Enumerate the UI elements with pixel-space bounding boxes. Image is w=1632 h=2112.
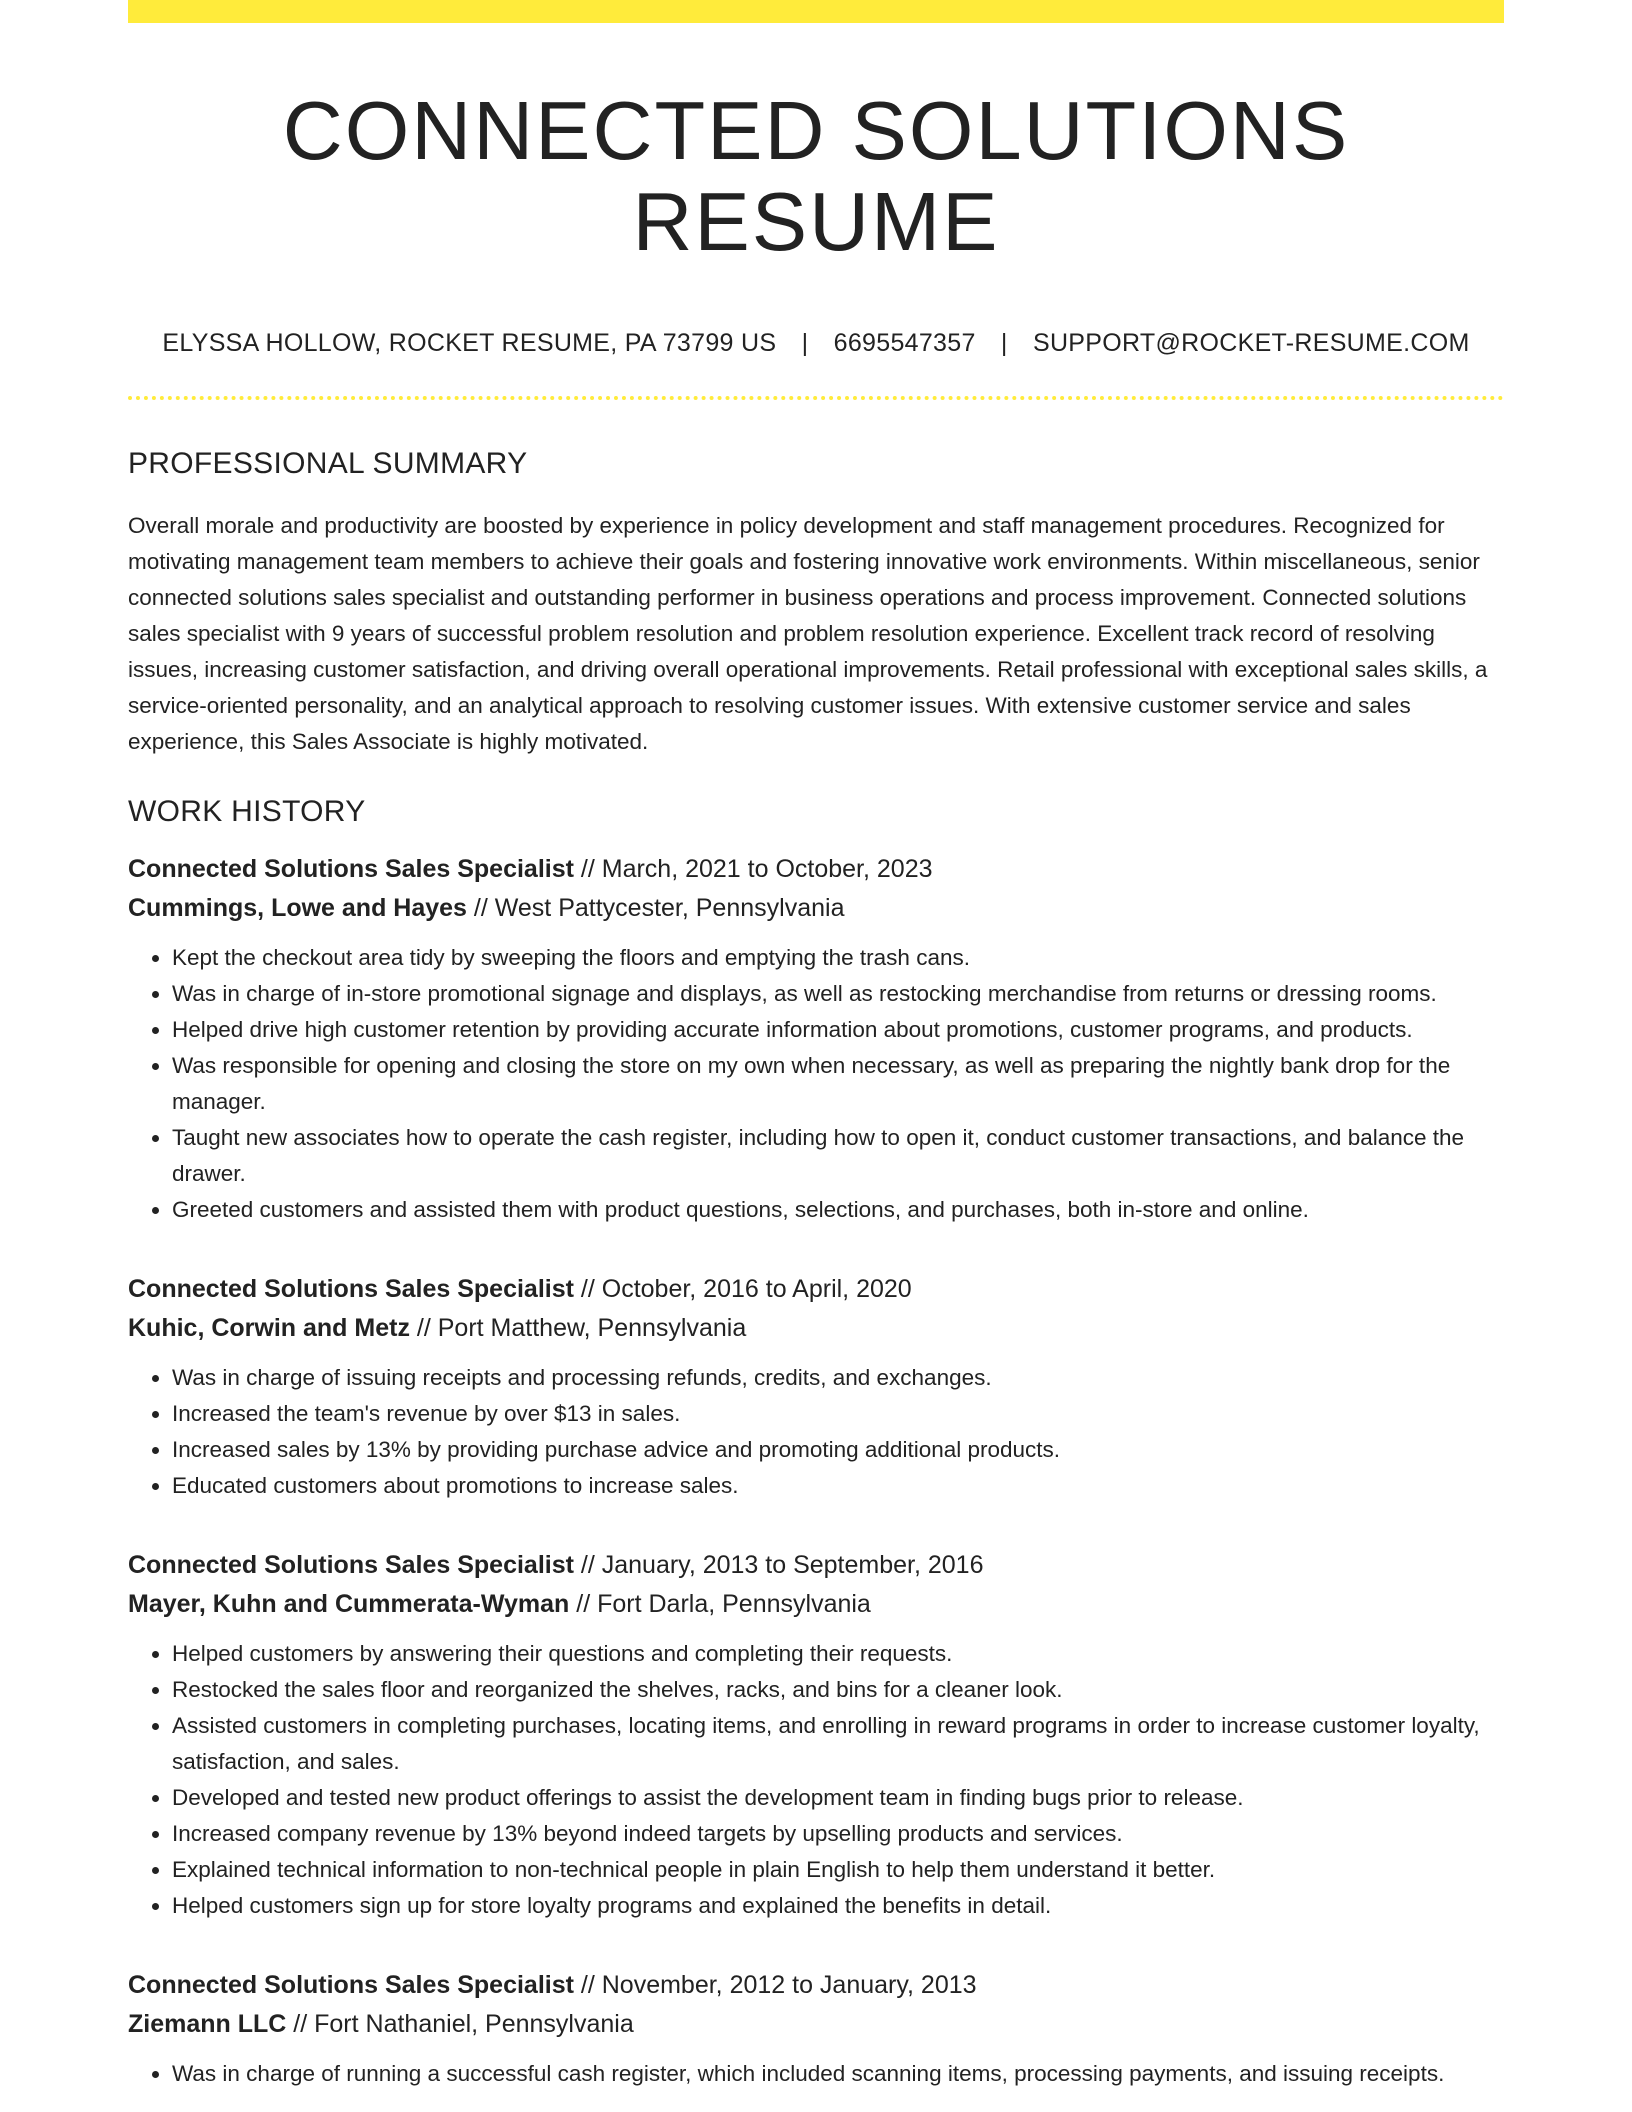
- job-location: // West Pattycester, Pennsylvania: [473, 893, 845, 922]
- contact-phone: 6695547357: [833, 328, 976, 357]
- job-bullet: • Increased the team's revenue by over $13 in sales.: [172, 1396, 1504, 1432]
- job-title-line: [128, 1966, 1504, 2005]
- job-dates: // November, 2012 to January, 2013: [580, 1970, 977, 1999]
- job-location: // Fort Darla, Pennsylvania: [576, 1589, 871, 1618]
- contact-line: [128, 328, 1504, 358]
- job-bullet: • Was in charge of running a successful cash register, which included scanning items, processing payments, and issuing receipts.: [172, 2056, 1504, 2092]
- job-dates: // March, 2021 to October, 2023: [580, 854, 933, 883]
- job-bullets: [128, 940, 1504, 1228]
- job-bullet: • Increased sales by 13% by providing purchase advice and promoting additional products.: [172, 1432, 1504, 1468]
- job-title-line: [128, 1546, 1504, 1585]
- contact-separator: |: [801, 328, 809, 357]
- job-bullet: • Assisted customers in completing purchases, locating items, and enrolling in reward programs in order to increase customer loyalty, satisfaction, and sales.: [172, 1708, 1504, 1780]
- job-bullet: • Educated customers about promotions to increase sales.: [172, 1468, 1504, 1504]
- job-company-line: [128, 1585, 1504, 1624]
- job-location: // Port Matthew, Pennsylvania: [416, 1313, 747, 1342]
- contact-email: SUPPORT@ROCKET-RESUME.COM: [1032, 328, 1470, 357]
- job-bullet: • Kept the checkout area tidy by sweeping the floors and emptying the trash cans.: [172, 940, 1504, 976]
- job-entry: [128, 1270, 1504, 1504]
- job-bullet: • Was in charge of in-store promotional signage and displays, as well as restocking merchandise from returns or dressing rooms.: [172, 976, 1504, 1012]
- job-entry: [128, 1966, 1504, 2092]
- job-company: Cummings, Lowe and Hayes: [128, 893, 467, 922]
- job-bullet: • Helped customers by answering their questions and completing their requests.: [172, 1636, 1504, 1672]
- summary-heading: PROFESSIONAL SUMMARY: [128, 446, 528, 480]
- job-bullet: • Developed and tested new product offerings to assist the development team in finding bugs prior to release.: [172, 1780, 1504, 1816]
- accent-bar: [128, 0, 1504, 23]
- summary-text: Overall morale and productivity are boosted by experience in policy development and staff management procedures. Recognized for motivating management team members to achieve their goals and fostering innovative work environments. Within miscellaneous, senior connected solutions sales specialist and outstanding performer in business operations and process improvement. Connected solutions sales specialist with 9 years of successful problem resolution and problem resolution experience. Excellent track record of resolving issues, increasing customer satisfaction, and driving overall operational improvements. Retail professional with exceptional sales skills, a service-oriented personality, and an analytical approach to resolving customer issues. With extensive customer service and sales experience, this Sales Associate is highly motivated.: [128, 512, 1488, 754]
- job-bullet: • Explained technical information to non-technical people in plain English to help them understand it better.: [172, 1852, 1504, 1888]
- job-bullet: • Increased company revenue by 13% beyond indeed targets by upselling products and services.: [172, 1816, 1504, 1852]
- job-title: Connected Solutions Sales Specialist: [128, 1550, 574, 1579]
- job-bullet: • Restocked the sales floor and reorganized the shelves, racks, and bins for a cleaner look.: [172, 1672, 1504, 1708]
- job-company-line: [128, 2005, 1504, 2044]
- job-bullets: [128, 1360, 1504, 1504]
- job-title-line: [128, 1270, 1504, 1309]
- job-bullet: • Taught new associates how to operate the cash register, including how to open it, conduct customer transactions, and balance the drawer.: [172, 1120, 1504, 1192]
- resume-title: CONNECTED SOLUTIONS RESUME: [282, 84, 1350, 269]
- job-dates: // October, 2016 to April, 2020: [580, 1274, 912, 1303]
- job-company-line: [128, 1309, 1504, 1348]
- job-company: Ziemann LLC: [128, 2009, 287, 2038]
- job-title: Connected Solutions Sales Specialist: [128, 854, 574, 883]
- job-bullets: [128, 2056, 1504, 2092]
- job-company: Mayer, Kuhn and Cummerata-Wyman: [128, 1589, 570, 1618]
- work-history-heading: WORK HISTORY: [128, 794, 366, 828]
- job-title: Connected Solutions Sales Specialist: [128, 1274, 574, 1303]
- job-entry: [128, 850, 1504, 1228]
- job-bullet: • Greeted customers and assisted them with product questions, selections, and purchases, both in-store and online.: [172, 1192, 1504, 1228]
- dotted-divider: [128, 396, 1504, 400]
- job-dates: // January, 2013 to September, 2016: [580, 1550, 984, 1579]
- job-title-line: [128, 850, 1504, 889]
- job-title: Connected Solutions Sales Specialist: [128, 1970, 574, 1999]
- contact-separator: |: [1000, 328, 1008, 357]
- job-bullet: • Helped customers sign up for store loyalty programs and explained the benefits in detail.: [172, 1888, 1504, 1924]
- job-location: // Fort Nathaniel, Pennsylvania: [293, 2009, 634, 2038]
- job-company: Kuhic, Corwin and Metz: [128, 1313, 410, 1342]
- resume-page: [128, 0, 1504, 2092]
- job-company-line: [128, 889, 1504, 928]
- contact-address: ELYSSA HOLLOW, ROCKET RESUME, PA 73799 US: [162, 328, 777, 357]
- job-bullets: [128, 1636, 1504, 1924]
- job-bullet: • Was responsible for opening and closing the store on my own when necessary, as well as preparing the nightly bank drop for the manager.: [172, 1048, 1504, 1120]
- job-bullet: • Was in charge of issuing receipts and processing refunds, credits, and exchanges.: [172, 1360, 1504, 1396]
- job-bullet: • Helped drive high customer retention by providing accurate information about promotions, customer programs, and products.: [172, 1012, 1504, 1048]
- job-entry: [128, 1546, 1504, 1924]
